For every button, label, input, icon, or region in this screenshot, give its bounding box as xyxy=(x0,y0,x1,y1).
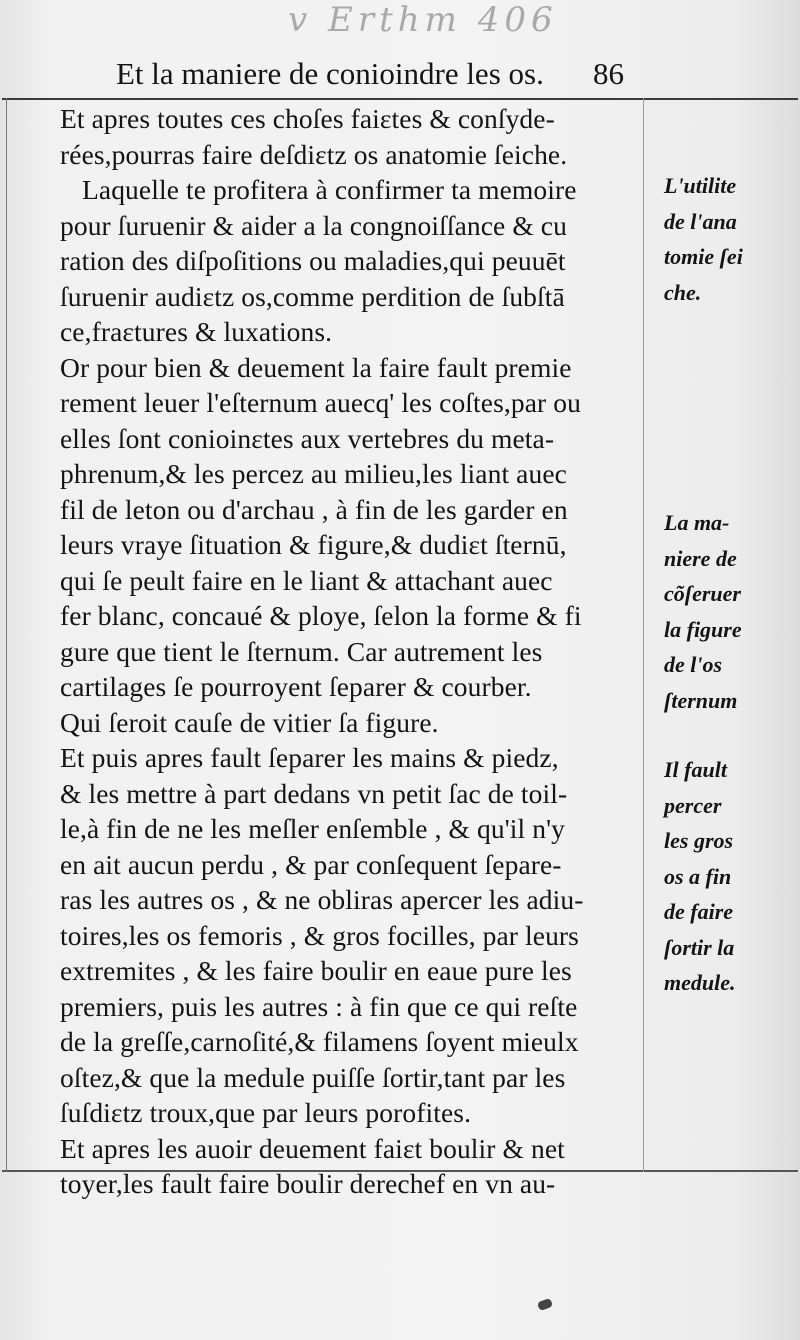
text-line: rées,pourras faire deſdiɛtz os anatomie ſeiche. xyxy=(60,138,568,170)
text-line: Et puis apres fault ſeparer les mains & piedz, xyxy=(60,742,559,773)
text-line: toires,les os femoris , & gros focilles, par leurs xyxy=(60,919,579,951)
text-line: toyer,les fault faire boulir derechef en vn au- xyxy=(60,1168,556,1199)
text-line: phrenum,& les percez au milieu,les liant auec xyxy=(60,458,567,489)
text-line: extremites , & les faire boulir en eaue pure les xyxy=(60,955,572,986)
text-line: le,à fin de ne les meſler enſemble , & qu'il n'y xyxy=(60,813,565,844)
text-line: qui ſe peult faire en le liant & attachant auec xyxy=(60,564,553,596)
page-number: 86 xyxy=(593,56,624,91)
margin-note-line: percer xyxy=(664,792,722,818)
text-line: ce,fraɛtures & luxations. xyxy=(60,316,333,347)
margin-note-line: Il fault xyxy=(664,757,727,782)
margin-note-line: la figure xyxy=(664,616,742,642)
handwritten-shelfmark: v Erthm 406 xyxy=(288,0,558,40)
margin-note-line: niere de xyxy=(664,545,737,571)
text-line: Qui ſeroit cauſe de vitier ſa figure. xyxy=(60,706,439,738)
text-line: cartilages ſe pourroyent ſeparer & courber. xyxy=(60,671,532,702)
margin-note-line: medule. xyxy=(664,970,736,995)
margin-note-line: che. xyxy=(664,279,702,305)
margin-note-line: tomie ſei xyxy=(664,244,743,269)
text-line: Laquelle te profitera à confirmer ta memoire xyxy=(82,174,577,205)
text-line: de la greſſe,carnoſité,& filamens ſoyent mieulx xyxy=(60,1026,579,1057)
text-line: fer blanc, concaué & ploye, ſelon la forme & fi xyxy=(60,600,582,631)
margin-note-utilite xyxy=(664,168,794,310)
running-head-title: Et la maniere de conioindre les os. xyxy=(116,56,544,91)
margin-note-line: les gros xyxy=(664,828,734,853)
text-line: oſtez,& que la medule puiſſe ſortir,tant par les xyxy=(60,1061,566,1093)
margin-note-line: os a fin xyxy=(664,863,732,889)
text-line: elles ſont conioinɛtes aux vertebres du meta- xyxy=(60,422,555,454)
body-text xyxy=(60,101,650,1202)
text-line: pour ſuruenir & aider a la congnoiſſance & cu xyxy=(60,209,567,241)
margin-note-medule xyxy=(664,752,794,1001)
text-line: & les mettre à part dedans vn petit ſac de toil- xyxy=(60,777,568,809)
text-line: Et apres les auoir deuement faiɛt boulir & net xyxy=(60,1132,565,1164)
text-line: ras les autres os , & ne obliras apercer les adiu- xyxy=(60,884,584,915)
text-line: gure que tient le ſternum. Car autrement les xyxy=(60,635,543,667)
text-line: en ait aucun perdu , & par conſequent ſepare- xyxy=(60,848,562,880)
margin-note-line: de l'ana xyxy=(664,208,737,234)
frame-rule-top xyxy=(2,98,798,100)
text-line: fil de leton ou d'archau , à fin de les garder en xyxy=(60,493,568,525)
text-line: ſuſdiɛtz troux,que par leurs porofites. xyxy=(60,1097,472,1128)
margin-note-line: ſortir la xyxy=(664,934,735,960)
text-line: leurs vraye ſituation & figure,& dudiɛt ſternū, xyxy=(60,529,567,560)
text-line: premiers, puis les autres : à fin que ce qui reſte xyxy=(60,990,578,1022)
margin-note-line: L'utilite xyxy=(664,173,737,198)
margin-note-line: cõſeruer xyxy=(664,581,741,606)
margin-note-line: de faire xyxy=(664,899,734,924)
text-line: ration des diſpoſitions ou maladies,qui peuuēt xyxy=(60,245,566,276)
text-line: Or pour bien & deuement la faire fault premie xyxy=(60,351,572,383)
text-line: rement leuer l'eſternum auecq' les coſtes,par ou xyxy=(60,387,581,418)
ink-speck xyxy=(537,1298,553,1311)
margin-note-line: ſternum xyxy=(664,687,738,713)
text-line: Et apres toutes ces choſes faiɛtes & conſyde- xyxy=(60,103,555,134)
margin-note-line: de l'os xyxy=(664,652,723,677)
margin-note-line: La ma- xyxy=(664,510,730,535)
margin-note-sternum xyxy=(664,505,794,718)
running-head xyxy=(116,56,636,96)
frame-rule-left xyxy=(6,98,7,1172)
text-line: ſuruenir audiɛtz os,comme perdition de ſubſtā xyxy=(60,280,565,312)
